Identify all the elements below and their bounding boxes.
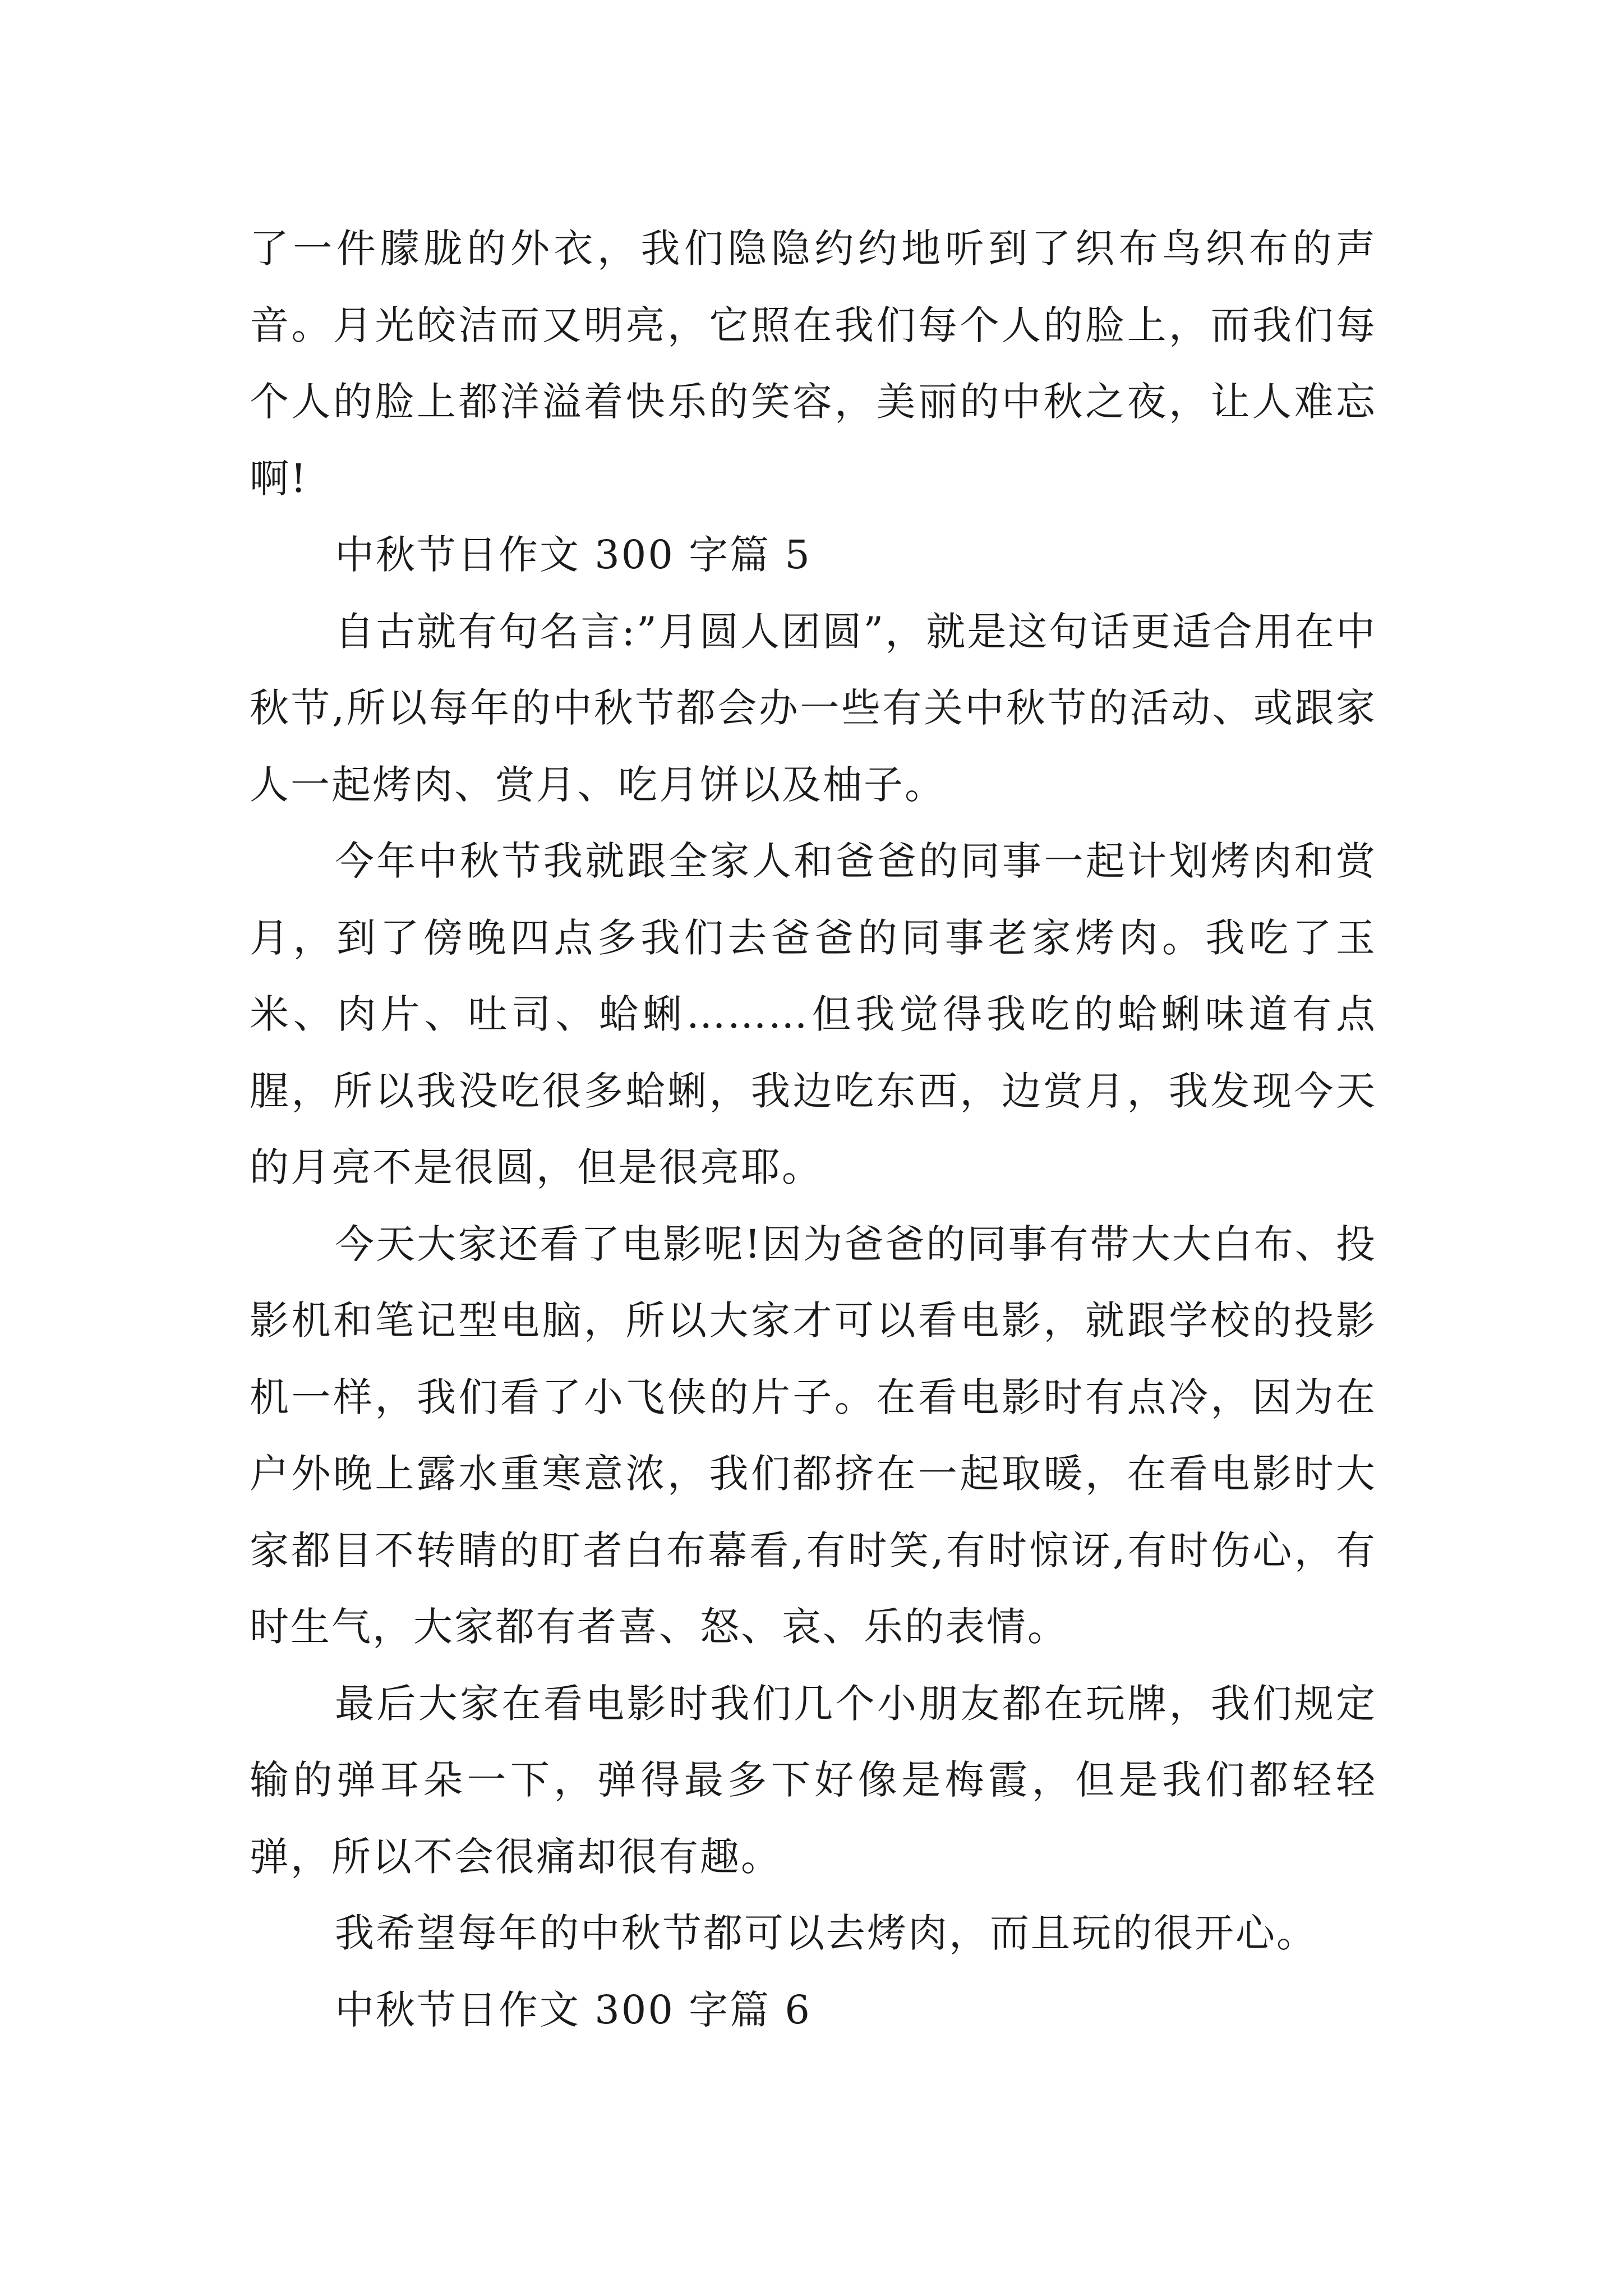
paragraph-movie: 今天大家还看了电影呢!因为爸爸的同事有带大大白布、投影机和笔记型电脑，所以大家才可以看电影，就跟学校的投影机一样，我们看了小飞侠的片子。在看电影时有点冷，因为在户外晚上露水重寒意浓，我们都挤在一起取暖，在看电影时大家都目不转睛的盯者白布幕看,有时笑,有时惊讶,有时伤心，有时生气，大家都有者喜、怒、哀、乐的表情。 bbox=[250, 1221, 1377, 1650]
paragraph-cards: 最后大家在看电影时我们几个小朋友都在玩牌，我们规定输的弹耳朵一下，弹得最多下好像是梅霞，但是我们都轻轻弹，所以不会很痛却很有趣。 bbox=[250, 1680, 1377, 1880]
paragraph-saying: 自古就有句名言:”月圆人团圆”，就是这句话更适合用在中秋节,所以每年的中秋节都会办一些有关中秋节的活动、或跟家人一起烤肉、赏月、吃月饼以及柚子。 bbox=[250, 608, 1377, 808]
document-body bbox=[250, 210, 1377, 2048]
paragraph-barbecue: 今年中秋节我就跟全家人和爸爸的同事一起计划烤肉和赏月，到了傍晚四点多我们去爸爸的同事老家烤肉。我吃了玉米、肉片、吐司、蛤蜊………但我觉得我吃的蛤蜊味道有点腥，所以我没吃很多蛤蜊，我边吃东西，边赏月，我发现今天的月亮不是很圆，但是很亮耶。 bbox=[250, 838, 1377, 1190]
paragraph-wish: 我希望每年的中秋节都可以去烤肉，而且玩的很开心。 bbox=[335, 1910, 1317, 1956]
section-heading-5: 中秋节日作文 300 字篇 5 bbox=[335, 532, 811, 578]
paragraph-continuation: 了一件朦胧的外衣，我们隐隐约约地听到了织布鸟织布的声音。月光皎洁而又明亮，它照在我们每个人的脸上，而我们每个人的脸上都洋溢着快乐的笑容，美丽的中秋之夜，让人难忘啊! bbox=[250, 226, 1377, 501]
section-heading-6: 中秋节日作文 300 字篇 6 bbox=[335, 1986, 811, 2033]
